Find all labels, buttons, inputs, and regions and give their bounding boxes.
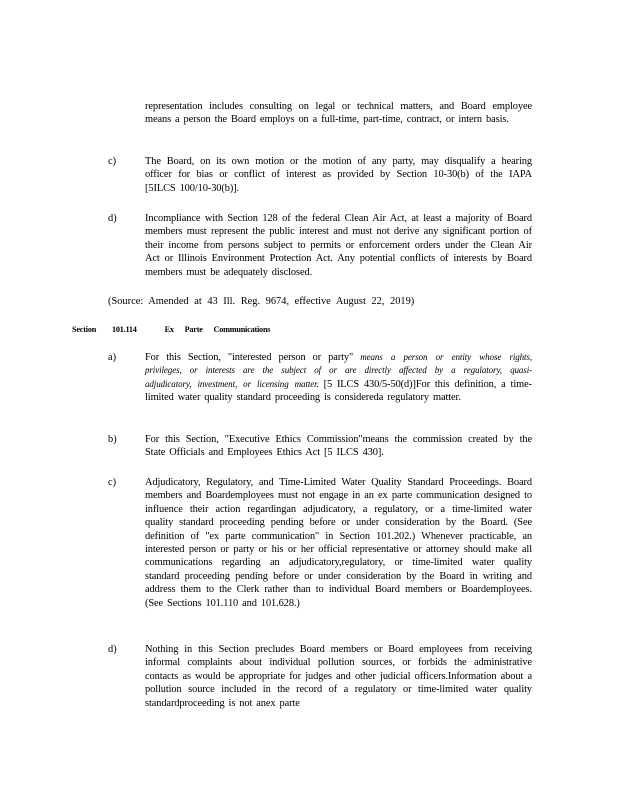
item-c-label: c) (108, 156, 117, 167)
item-d-paragraph: Incompliance with Section 128 of the federal Clean Air Act, at least a majority of Board members must represent the public interest and must not derive any significant portion of their income from persons subject to permits or enforcement orders under the Clean Air Act or Illinois Environment Protection Act. Any potential conflicts of interests by Board members must be adequately disclosed. (145, 213, 532, 278)
item-a-lead: For this Section, "interested person or party" (145, 352, 354, 363)
item-b-label: b) (108, 434, 117, 445)
item-d2-label: d) (108, 644, 117, 655)
item-a-paragraph (145, 351, 532, 405)
item-c-paragraph: The Board, on its own motion or the motion of any party, may disqualify a hearing officer for bias or conflict of interest as provided by Section 10-30(b) of the IAPA [5ILCS 100/10-30(b)]. (145, 156, 532, 194)
source-note: (Source: Amended at 43 Ill. Reg. 9674, effective August 22, 2019) (108, 296, 415, 307)
item-a-statutory-quote: means a person or entity whose rights, privileges, or interests are the subject of or are directly affected by a regulatory, quasi-adjudicatory, investment, or licensing matter. (145, 352, 533, 389)
item-b-paragraph: For this Section, "Executive Ethics Commission"means the commission created by the State Officials and Employees Ethics Act [5 ILCS 430]. (145, 434, 532, 459)
item-d2-paragraph: Nothing in this Section precludes Board members or Board employees from receiving informal complaints about individual pollution sources, or forbids the administrative contacts as would be appropriate for judges and other judicial officers.Information about a pollution source included in the record of a regulatory or time-limited water quality standardproceeding is not anex parte (145, 644, 532, 709)
section-word: Section (72, 325, 97, 334)
item-c2-label: c) (108, 477, 117, 488)
intro-continuation-paragraph: representation includes consulting on legal or technical matters, and Board employee means a person the Board employs on a full-time, part-time, contract, or intern basis. (145, 101, 532, 126)
section-title: Ex Parte Communications (164, 325, 271, 334)
item-c2-paragraph: Adjudicatory, Regulatory, and Time-Limited Water Quality Standard Proceedings. Board members and Boardemployees must not engage in an ex parte communication designed to influence their action regardingan adjudicatory, a regulatory, or a time-limited water quality standard proceeding pending before or under consideration by the Board. (See definition of "ex parte communication" in Section 101.202.) Whenever practicable, an interested person or party or his or her official representative or attorney should make all communications regarding an adjudicatory,regulatory, or time-limited water quality standard proceeding pending before or under consideration by the Board in writing and address them to the Clerk rather than to individual Board members or Boardemployees. (See Sections 101.110 and 101.628.) (145, 477, 532, 609)
section-heading (72, 325, 270, 334)
section-number: 101.114 (111, 325, 137, 334)
item-a-tail: [5 ILCS 430/5-50(d)]For this definition, a time-limited water quality standard proceeding is considereda regulatory matter. (145, 378, 532, 404)
item-d-label: d) (108, 213, 117, 224)
item-a-label: a) (108, 352, 117, 363)
